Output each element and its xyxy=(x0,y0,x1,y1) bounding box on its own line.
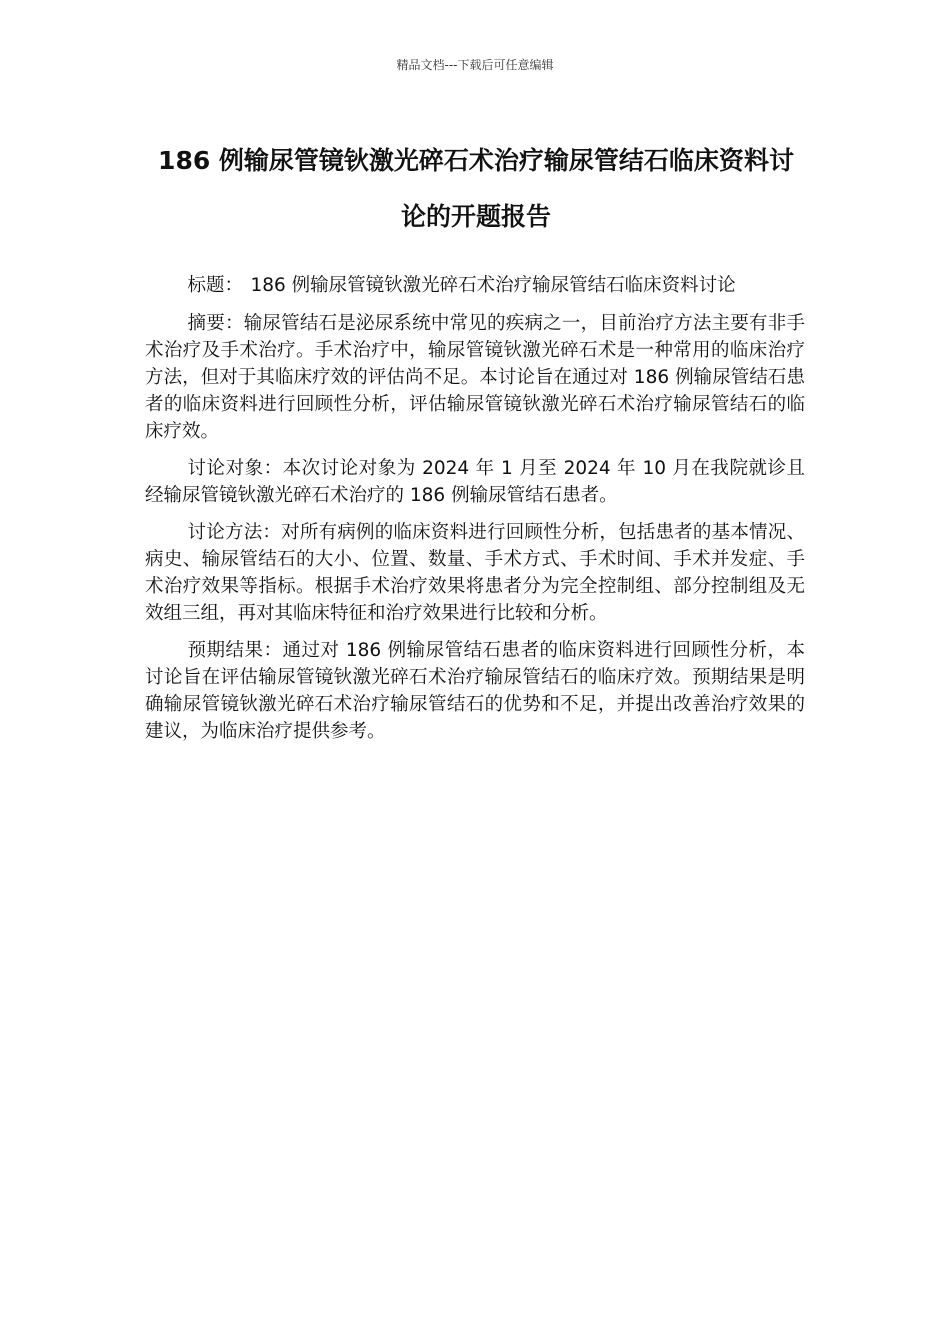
methods-text: 对所有病例的临床资料进行回顾性分析，包括患者的基本情况、病史、输尿管结石的大小、位置、数量、手术方式、手术时间、手术并发症、手术治疗效果等指标。根据手术治疗效果将患者分为完全控制组、部分控制组及无效组三组，再对其临床特征和治疗效果进行比较和分析。 xyxy=(145,522,805,624)
methods-paragraph xyxy=(145,519,805,627)
expected-results-paragraph xyxy=(145,637,805,745)
title-text: 186 例输尿管镜钬激光碎石术治疗输尿管结石临床资料讨论 xyxy=(250,275,736,296)
title-paragraph xyxy=(145,272,805,299)
subjects-text: 本次讨论对象为 2024 年 1 月至 2024 年 10 月在我院就诊且经输尿管镜钬激光碎石术治疗的 186 例输尿管结石患者。 xyxy=(145,458,805,506)
expected-results-text: 通过对 186 例输尿管结石患者的临床资料进行回顾性分析，本讨论旨在评估输尿管镜钬激光碎石术治疗输尿管结石的临床疗效。预期结果是明确输尿管镜钬激光碎石术治疗输尿管结石的优势和不足，并提出改善治疗效果的建议，为临床治疗提供参考。 xyxy=(145,640,805,742)
document-body xyxy=(145,272,805,755)
header-note: 精品文档---下载后可任意编辑 xyxy=(396,58,554,72)
expected-results-label: 预期结果： xyxy=(187,640,283,661)
document-title: 186 例输尿管镜钬激光碎石术治疗输尿管结石临床资料讨论的开题报告 xyxy=(158,146,794,231)
methods-label: 讨论方法： xyxy=(187,522,282,543)
subjects-paragraph xyxy=(145,455,805,509)
abstract-text: 输尿管结石是泌尿系统中常见的疾病之一，目前治疗方法主要有非手术治疗及手术治疗。手术治疗中，输尿管镜钬激光碎石术是一种常用的临床治疗方法，但对于其临床疗效的评估尚不足。本讨论旨在通过对 186 例输尿管结石患者的临床资料进行回顾性分析，评估输尿管镜钬激光碎石术治疗输尿管结石的临床疗效。 xyxy=(145,313,805,442)
abstract-paragraph xyxy=(145,310,805,445)
abstract-label: 摘要： xyxy=(187,313,244,334)
title-label: 标题： xyxy=(187,275,244,296)
subjects-label: 讨论对象： xyxy=(187,458,283,479)
